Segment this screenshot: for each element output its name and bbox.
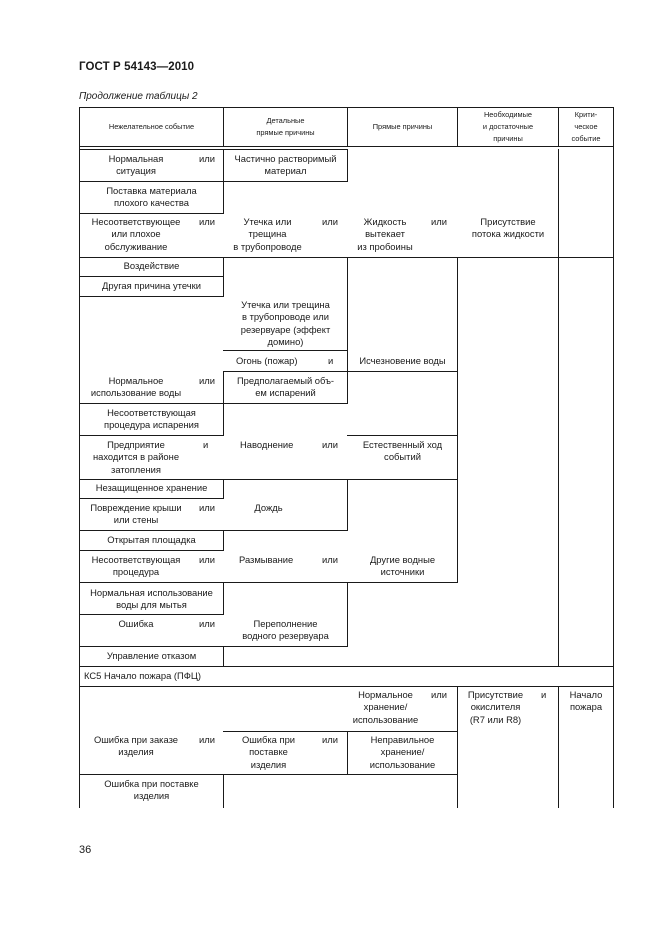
operator-or: или <box>322 439 338 450</box>
cell-fire: Огонь (пожар) <box>236 355 298 366</box>
cell-wash-water-normal: Нормальная использование воды для мытья <box>90 587 213 611</box>
cell-natural-course: Естественный ход событий <box>362 439 443 463</box>
cell-liquid-leaks: Жидкость вытекает из пробоины <box>357 216 413 252</box>
operator-or: или <box>322 734 338 745</box>
cell-fire-start: Начало пожара <box>569 689 603 713</box>
header-direct-causes: Прямые причины <box>372 122 433 131</box>
operator-or: или <box>199 734 215 745</box>
cell-normal-water-use: Нормальное использование воды <box>90 375 182 399</box>
cell-flood-zone: Предприятие находится в районе затопления <box>92 439 180 475</box>
cell-delivery-error: Ошибка при поставке изделия <box>241 734 296 770</box>
operator-or: или <box>199 375 215 386</box>
operator-and: и <box>328 355 334 366</box>
cell-wash-procedure: Несоответствующая процедура <box>91 554 181 578</box>
page-number: 36 <box>79 844 92 856</box>
operator-or: или <box>199 216 215 227</box>
operator-or: или <box>322 554 338 565</box>
cell-normal-situation: Нормальная ситуация <box>108 153 164 177</box>
cell-erosion: Размывание <box>239 554 294 565</box>
cell-domino-effect: Утечка или трещина в трубопроводе или резервуаре (эффект домино) <box>240 299 331 348</box>
cell-error: Ошибка <box>118 618 154 629</box>
header-detailed-causes: Детальные прямые причины <box>256 116 315 137</box>
cell-order-error: Ошибка при заказе изделия <box>93 734 178 758</box>
cell-water-loss: Исчезновение воды <box>359 355 446 366</box>
operator-and: и <box>203 439 209 450</box>
operator-or: или <box>431 689 447 700</box>
cell-roof-damage: Повреждение крыши или стены <box>90 502 182 526</box>
cell-impact: Воздействие <box>123 260 180 271</box>
header-critical-event: Крити- ческое событие <box>571 110 601 143</box>
header-undesired-event: Нежелательное событие <box>108 122 195 131</box>
operator-or: или <box>199 618 215 629</box>
operator-and: и <box>541 689 547 700</box>
cell-unprotected-storage: Незащищенное хранение <box>95 482 208 493</box>
cell-tank-overflow: Переполнение водного резервуара <box>242 618 329 642</box>
cell-other-water: Другие водные источники <box>369 554 436 578</box>
cell-leak-pipe: Утечка или трещина в трубопроводе <box>233 216 302 252</box>
cell-nonconforming-maintenance: Несоответствующее или плохое обслуживание <box>91 216 181 252</box>
standard-title: ГОСТ Р 54143—2010 <box>79 61 195 73</box>
cell-rain: Дождь <box>254 502 283 513</box>
cell-normal-storage: Нормальное хранение/ использование <box>352 689 419 725</box>
cell-open-area: Открытая площадка <box>107 534 196 545</box>
cell-failure-management: Управление отказом <box>106 650 197 661</box>
cell-item-delivery-error: Ошибка при поставке изделия <box>104 778 199 802</box>
cell-evaporation-procedure: Несоответствующая процедура испарения <box>104 407 199 431</box>
cell-poor-supply: Поставка материала плохого качества <box>106 185 197 209</box>
section-ks5-fire-start: КС5 Начало пожара (ПФЦ) <box>84 670 201 681</box>
operator-or: или <box>431 216 447 227</box>
cell-liquid-presence: Присутствие потока жидкости <box>471 216 545 240</box>
operator-or: или <box>199 502 215 513</box>
operator-or: или <box>199 554 215 565</box>
operator-or: или <box>199 153 215 164</box>
cell-oxidizer-presence: Присутствие окислителя (R7 или R8) <box>467 689 524 725</box>
cell-flood: Наводнение <box>240 439 294 450</box>
cell-partially-soluble: Частично растворимый материал <box>234 153 337 177</box>
operator-or: или <box>322 216 338 227</box>
table-continuation-label: Продолжение таблицы 2 <box>79 91 198 102</box>
cell-evaporation: Предполагаемый объ- ем испарений <box>236 375 335 399</box>
cell-other-leak: Другая причина утечки <box>102 280 201 291</box>
cell-improper-storage: Неправильное хранение/ использование <box>369 734 436 770</box>
header-necessary-causes: Необходимые и достаточные причины <box>482 110 534 143</box>
